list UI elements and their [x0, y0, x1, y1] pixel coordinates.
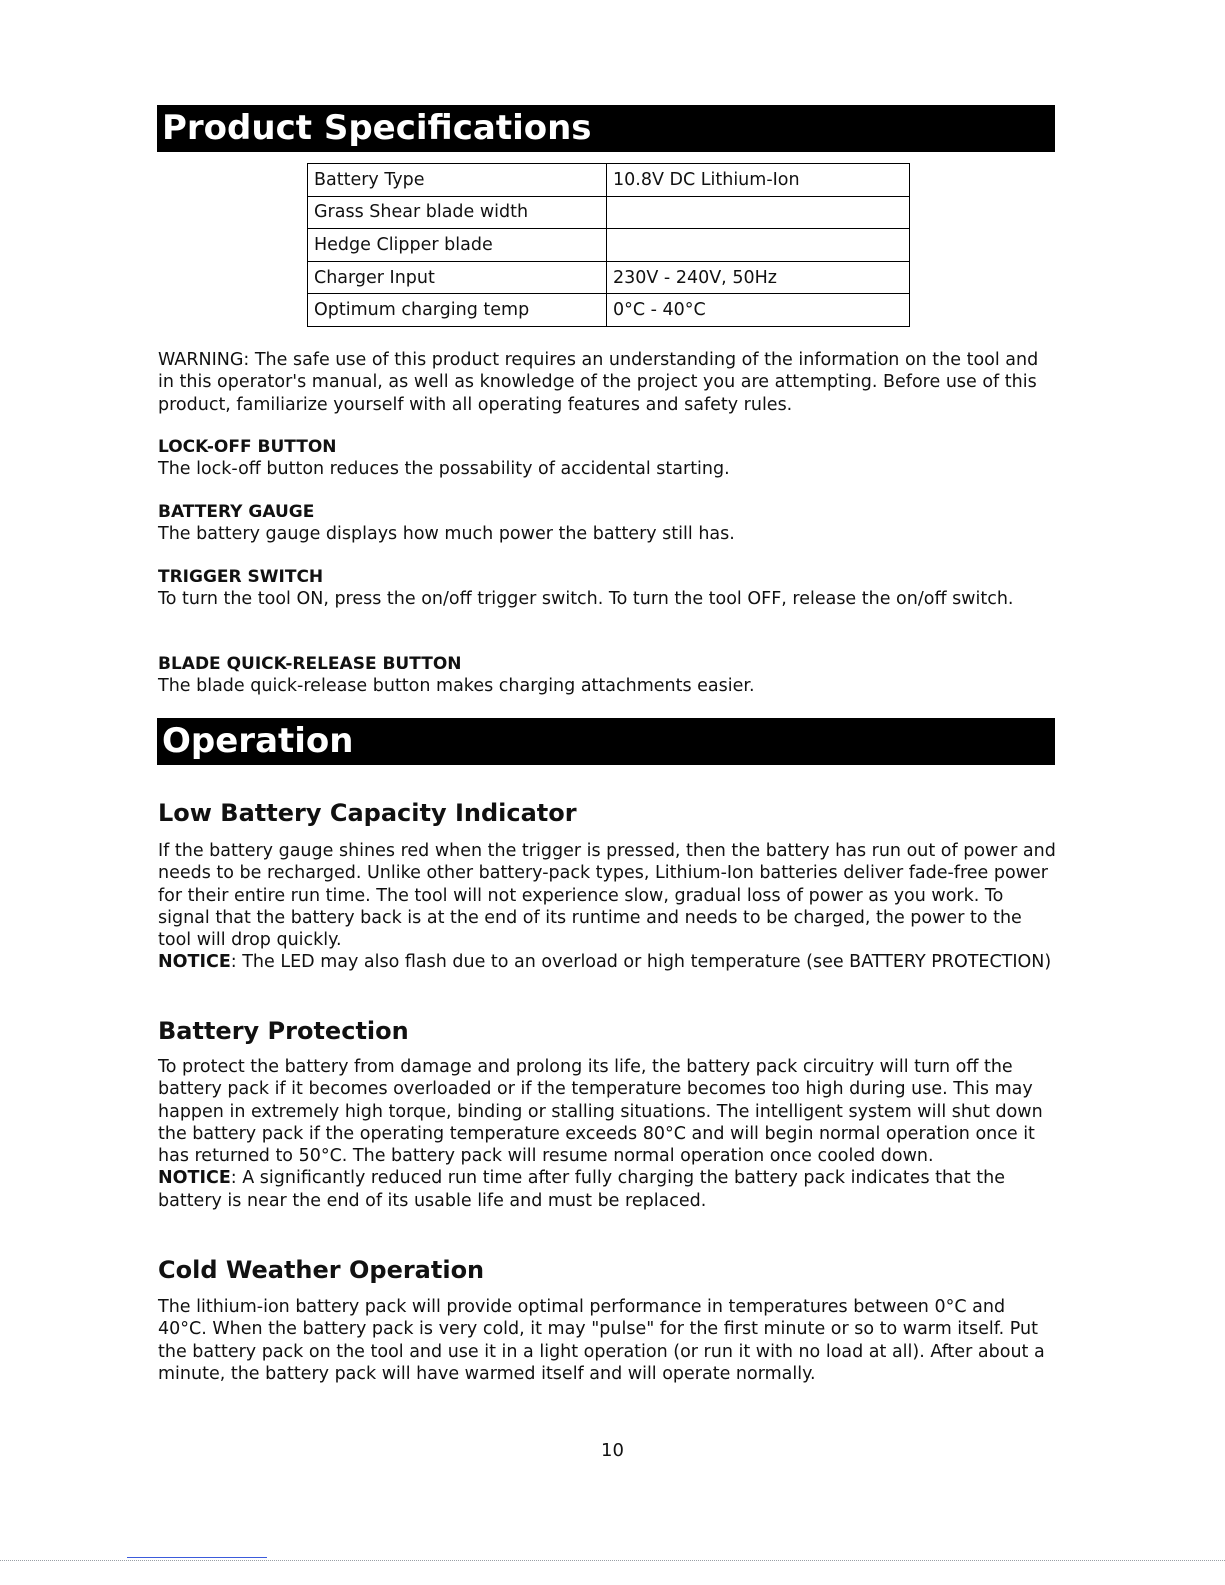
notice-label: NOTICE: [158, 1168, 231, 1189]
low-battery-text: If the battery gauge shines red when the trigger is pressed, then the battery has run out of power and needs to be recharged. Unlike other battery-pack types, Lithium-Ion batteries deliver fade-free power for their entire run time. The tool will not experience slow, gradual loss of power as you work. To signal that the battery back is at the end of its runtime and needs to be charged, the power to the tool will drop quickly.: [158, 841, 1056, 951]
battery-gauge-title: BATTERY GAUGE: [158, 502, 315, 522]
table-row: [308, 261, 910, 294]
table-row: [308, 294, 910, 327]
spec-value: [607, 229, 910, 262]
spec-label: Hedge Clipper blade: [308, 229, 607, 262]
specifications-table: [307, 163, 910, 327]
footer-accent-line: [127, 1557, 267, 1558]
table-row: [308, 164, 910, 197]
lock-off-button-text: The lock-off button reduces the possability of accidental starting.: [158, 459, 730, 479]
cold-weather-heading: Cold Weather Operation: [158, 1256, 485, 1284]
trigger-switch-title: TRIGGER SWITCH: [158, 567, 324, 587]
table-row: [308, 229, 910, 262]
page-number: 10: [601, 1440, 624, 1461]
spec-value: [607, 196, 910, 229]
low-battery-body: [158, 840, 1058, 974]
notice-label: NOTICE: [158, 952, 231, 973]
lock-off-button-title: LOCK-OFF BUTTON: [158, 437, 337, 457]
spec-value: 10.8V DC Lithium-Ion: [607, 164, 910, 197]
spec-label: Grass Shear blade width: [308, 196, 607, 229]
table-row: [308, 196, 910, 229]
blade-quick-release-text: The blade quick-release button makes charging attachments easier.: [158, 676, 755, 696]
footer-dotted-divider: [0, 1560, 1225, 1561]
spec-label: Optimum charging temp: [308, 294, 607, 327]
low-battery-heading: Low Battery Capacity Indicator: [158, 799, 577, 827]
spec-value: 230V - 240V, 50Hz: [607, 261, 910, 294]
notice-text: : A significantly reduced run time after fully charging the battery pack indicates that the battery is near the end of its usable life and must be replaced.: [158, 1168, 1005, 1211]
spec-label: Battery Type: [308, 164, 607, 197]
battery-protection-heading: Battery Protection: [158, 1017, 409, 1045]
product-specifications-banner: Product Specifications: [157, 105, 1055, 152]
operation-banner: Operation: [157, 718, 1055, 765]
battery-protection-text: To protect the battery from damage and prolong its life, the battery pack circuitry will turn off the battery pack if it becomes overloaded or if the temperature becomes too high during use. This may happen in extremely high torque, binding or stalling situations. The intelligent system will shut down the battery pack if the operating temperature exceeds 80°C and will begin normal operation once it has returned to 50°C. The battery pack will resume normal operation once cooled down.: [158, 1057, 1043, 1167]
notice-text: : The LED may also flash due to an overload or high temperature (see BATTERY PROTECTION): [230, 952, 1052, 973]
spec-label: Charger Input: [308, 261, 607, 294]
spec-value: 0°C - 40°C: [607, 294, 910, 327]
warning-paragraph: WARNING: The safe use of this product requires an understanding of the information on the tool and in this operator's manual, as well as knowledge of the project you are attempting. Before use of this product, familiarize yourself with all operating features and safety rules.: [158, 350, 1039, 415]
cold-weather-body: The lithium-ion battery pack will provide optimal performance in temperatures between 0°C and 40°C. When the battery pack is very cold, it may "pulse" for the first minute or so to warm itself. Put the battery pack on the tool and use it in a light operation (or run it with no load at all). After about a minute, the battery pack will have warmed itself and will operate normally.: [158, 1297, 1045, 1384]
blade-quick-release-title: BLADE QUICK-RELEASE BUTTON: [158, 654, 462, 674]
battery-gauge-text: The battery gauge displays how much power the battery still has.: [158, 524, 735, 544]
trigger-switch-text: To turn the tool ON, press the on/off trigger switch. To turn the tool OFF, release the on/off switch.: [158, 589, 1014, 609]
battery-protection-body: [158, 1056, 1058, 1212]
